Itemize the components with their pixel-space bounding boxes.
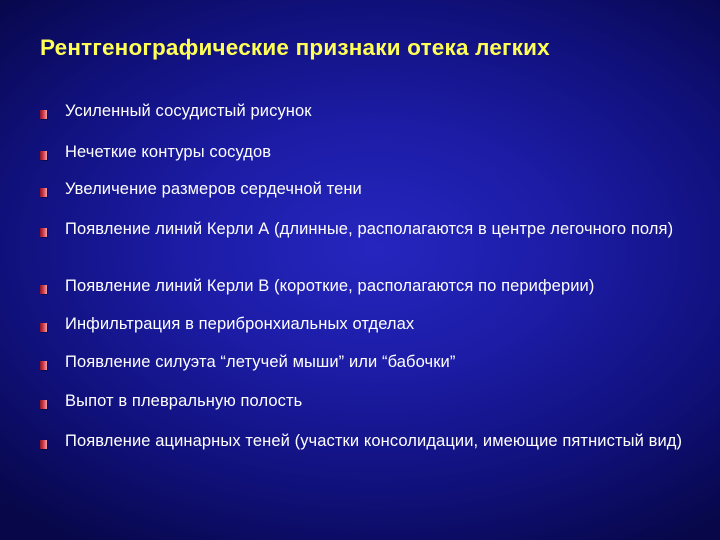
bullet-text: Выпот в плевральную полость bbox=[65, 392, 303, 410]
bullet-text: Усиленный сосудистый рисунок bbox=[65, 102, 312, 120]
square-bullet-icon bbox=[40, 323, 47, 332]
bullet-text: Появление линий Керли В (короткие, располагаются по периферии) bbox=[65, 277, 595, 295]
bullet-text: Увеличение размеров сердечной тени bbox=[65, 180, 362, 198]
square-bullet-icon bbox=[40, 188, 47, 197]
square-bullet-icon bbox=[40, 110, 47, 119]
bullet-text: Появление ацинарных теней (участки консолидации, имеющие пятнистый вид) bbox=[65, 432, 683, 450]
bullet-text: Появление линий Керли А (длинные, располагаются в центре легочного поля) bbox=[65, 220, 674, 238]
bullet-text: Нечеткие контуры сосудов bbox=[65, 143, 272, 161]
square-bullet-icon bbox=[40, 228, 47, 237]
square-bullet-icon bbox=[40, 285, 47, 294]
slide-title: Рентгенографические признаки отека легких bbox=[40, 35, 550, 60]
bullet-text: Появление силуэта “летучей мыши” или “бабочки” bbox=[65, 353, 456, 371]
square-bullet-icon bbox=[40, 400, 47, 409]
square-bullet-icon bbox=[40, 440, 47, 449]
square-bullet-icon bbox=[40, 151, 47, 160]
bullet-text: Инфильтрация в перибронхиальных отделах bbox=[65, 315, 415, 333]
square-bullet-icon bbox=[40, 361, 47, 370]
